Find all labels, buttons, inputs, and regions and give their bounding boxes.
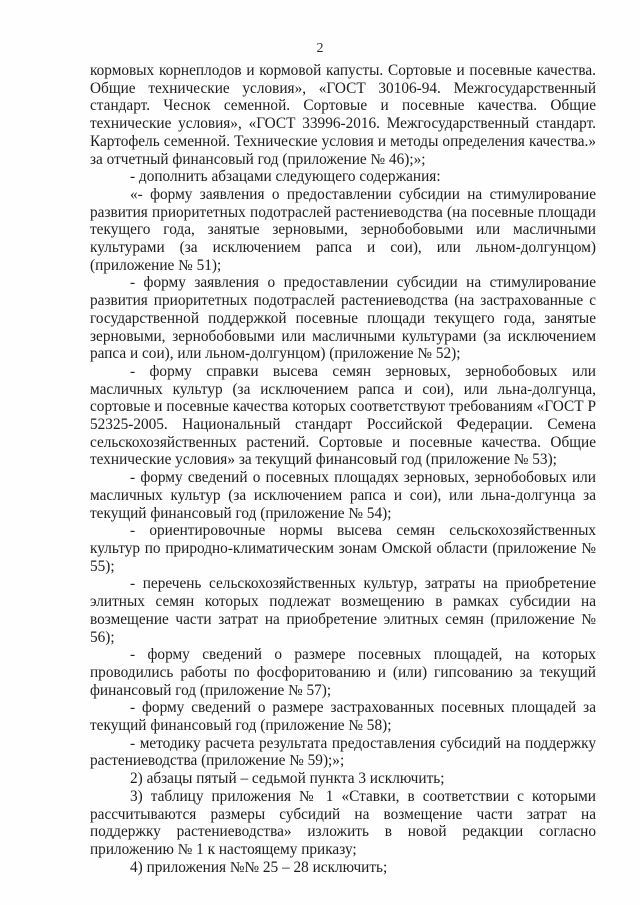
paragraph-item-3: 3) таблицу приложения № 1 «Ставки, в соответствии с которыми рассчитываются размеры субсидий на возмещение части затрат на поддержку растениеводства» изложить в новой редакции согласно приложению № 1 к настоящему приказу;	[90, 787, 596, 858]
paragraph-add-intro: - дополнить абзацами следующего содержания:	[130, 168, 441, 186]
paragraph-appendix-59: - методику расчета результата предоставления субсидий на поддержку растениеводства (приложение № 59);»;	[90, 734, 596, 770]
paragraph-gost-continuation: кормовых корнеплодов и кормовой капусты. Сортовые и посевные качества. Общие технические условия», «ГОСТ 30106-94. Межгосударственный стандарт. Чеснок семенной. Сортовые и посевные качества. Общие технические условия», «ГОСТ 33996-2016. Межгосударственный стандарт. Картофель семенной. Технические условия и методы определения качества.» за отчетный финансовый год (приложение № 46);»;	[90, 62, 596, 168]
paragraph-appendix-53: - форму справки высева семян зерновых, зернобобовых или масличных культур (за исключением рапса и сои), или льна-долгунца, сортовые и посевные качества которых соответствуют требованиям «ГОСТ Р 52325-2005. Национальный стандарт Российской Федерации. Семена сельскохозяйственных растений. Сортовые и посевные качества. Общие технические условия» за текущий финансовый год (приложение № 53);	[90, 362, 596, 469]
document-body	[90, 62, 596, 876]
page-number: 2	[316, 41, 324, 56]
paragraph-appendix-58: - форму сведений о размере застрахованных посевных площадей за текущий финансовый год (приложение № 58);	[90, 699, 596, 735]
paragraph-item-4: 4) приложения №№ 25 – 28 исключить;	[130, 858, 388, 876]
paragraph-appendix-56: - перечень сельскохозяйственных культур, затраты на приобретение элитных семян которых подлежат возмещению в рамках субсидии на возмещение части затрат на приобретение элитных семян (приложение № 56);	[90, 575, 596, 646]
paragraph-appendix-51: «- форму заявления о предоставлении субсидии на стимулирование развития приоритетных подотраслей растениеводства (на посевные площади текущего года, занятые зерновыми, зернобобовыми или масличными культурами (за исключением рапса и сои), или льном-долгунцом) (приложение № 51);	[90, 185, 596, 274]
paragraph-appendix-57: - форму сведений о размере посевных площадей, на которых проводились работы по фосфоритованию и (или) гипсованию за текущий финансовый год (приложение № 57);	[90, 646, 596, 699]
paragraph-item-2: 2) абзацы пятый – седьмой пункта 3 исключить;	[130, 770, 445, 788]
paragraph-appendix-55: - ориентировочные нормы высева семян сельскохозяйственных культур по природно-климатическим зонам Омской области (приложение № 55);	[90, 522, 596, 575]
paragraph-appendix-52: - форму заявления о предоставлении субсидии на стимулирование развития приоритетных подотраслей растениеводства (на застрахованные с государственной поддержкой посевные площади текущего года, занятые зерновыми, зернобобовыми или масличными культурами (за исключением рапса и сои), или льном-долгунцом) (приложение № 52);	[90, 274, 596, 363]
paragraph-appendix-54: - форму сведений о посевных площадях зерновых, зернобобовых или масличных культур (за исключением рапса и сои), или льна-долгунца за текущий финансовый год (приложение № 54);	[90, 469, 596, 522]
